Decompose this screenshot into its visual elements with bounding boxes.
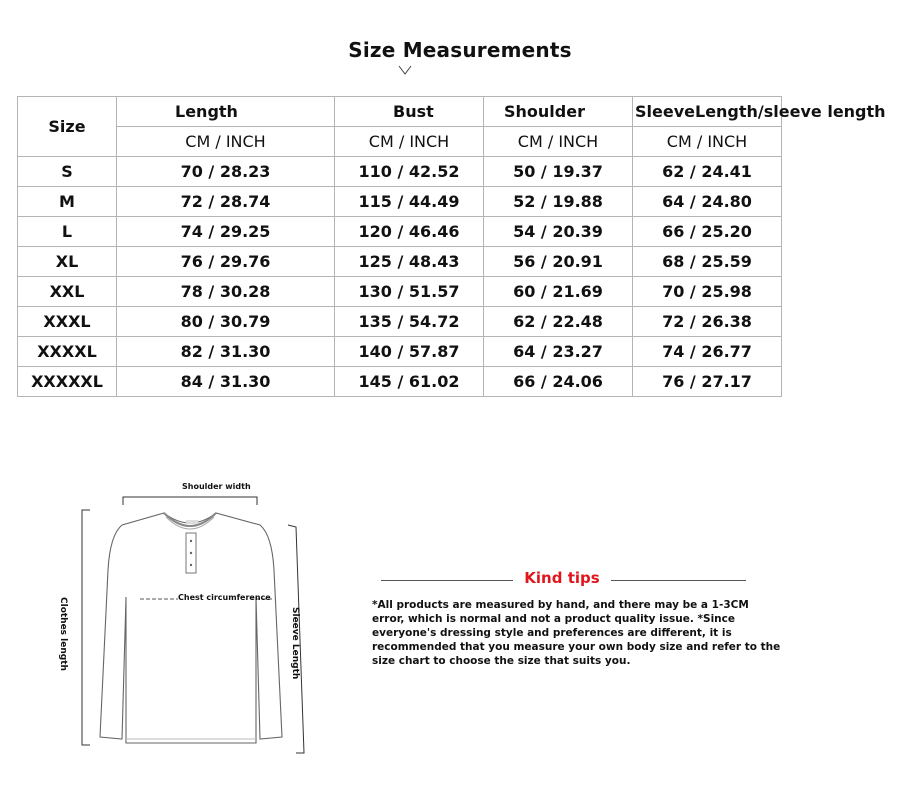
length-cell: 78 / 30.28 [117,277,335,307]
size-table [17,96,886,397]
bust-cell: 145 / 61.02 [335,367,484,397]
tips-divider-left [381,580,513,581]
bust-cell: 115 / 44.49 [335,187,484,217]
table-header-row [18,97,782,127]
unit-shoulder: CM / INCH [484,127,633,157]
table-row [18,217,782,247]
header-shoulder-label: Shoulder [504,102,585,121]
sleeve-length-label: Sleeve Length [290,607,300,680]
length-cell: 72 / 28.74 [117,187,335,217]
size-cell: XXL [18,277,117,307]
length-cell: 74 / 29.25 [117,217,335,247]
tips-divider-right [611,580,746,581]
size-cell: L [18,217,117,247]
size-cell: S [18,157,117,187]
length-cell: 84 / 31.30 [117,367,335,397]
bust-cell: 125 / 48.43 [335,247,484,277]
table-unit-row [18,127,782,157]
shoulder-cell: 56 / 20.91 [484,247,633,277]
sleeve-cell: 70 / 25.98 [633,277,782,307]
sleeve-cell: 64 / 24.80 [633,187,782,217]
sleeve-cell: 68 / 25.59 [633,247,782,277]
sleeve-cell: 66 / 25.20 [633,217,782,247]
bust-cell: 135 / 54.72 [335,307,484,337]
table-row [18,337,782,367]
length-cell: 82 / 31.30 [117,337,335,367]
size-cell: XXXL [18,307,117,337]
bust-cell: 140 / 57.87 [335,337,484,367]
sleeve-cell: 76 / 27.17 [633,367,782,397]
tips-title: Kind tips [524,569,600,587]
sleeve-cell: 62 / 24.41 [633,157,782,187]
unit-length: CM / INCH [117,127,335,157]
shoulder-cell: 50 / 19.37 [484,157,633,187]
shirt-diagram [60,475,340,765]
chevron-down-icon [398,64,412,78]
header-size: Size [18,97,117,157]
chest-circumference-label: Chest circumference [178,593,271,602]
shoulder-cell: 62 / 22.48 [484,307,633,337]
shoulder-cell: 64 / 23.27 [484,337,633,367]
tips-body: *All products are measured by hand, and there may be a 1-3CM error, which is normal and not a product quality issue. *Since everyone's dressing style and preferences are different, it is recommended that you measure your own body size and refer to the size chart to choose the size that suits you. [372,599,781,667]
table-row [18,157,782,187]
shoulder-width-label: Shoulder width [182,482,251,491]
sleeve-cell: 74 / 26.77 [633,337,782,367]
shoulder-cell: 54 / 20.39 [484,217,633,247]
size-cell: M [18,187,117,217]
unit-sleeve: CM / INCH [633,127,782,157]
header-bust-label: Bust [393,102,434,121]
shoulder-cell: 60 / 21.69 [484,277,633,307]
table-row [18,187,782,217]
header-sleeve [633,97,886,127]
table-row [18,307,782,337]
sleeve-cell: 72 / 26.38 [633,307,782,337]
header-sleeve-label: SleeveLength/sleeve length [635,102,886,121]
unit-bust: CM / INCH [335,127,484,157]
header-length-label: Length [175,102,238,121]
header-shoulder [484,97,633,127]
header-length [117,97,335,127]
bust-cell: 130 / 51.57 [335,277,484,307]
bust-cell: 110 / 42.52 [335,157,484,187]
shoulder-cell: 52 / 19.88 [484,187,633,217]
size-cell: XL [18,247,117,277]
shoulder-cell: 66 / 24.06 [484,367,633,397]
length-cell: 76 / 29.76 [117,247,335,277]
length-cell: 80 / 30.79 [117,307,335,337]
table-row [18,367,782,397]
page-title: Size Measurements [348,38,572,62]
length-cell: 70 / 28.23 [117,157,335,187]
table-row [18,247,782,277]
size-cell: XXXXXL [18,367,117,397]
clothes-length-label: Clothes length [58,597,68,671]
size-cell: XXXXL [18,337,117,367]
header-bust [335,97,484,127]
table-row [18,277,782,307]
bust-cell: 120 / 46.46 [335,217,484,247]
